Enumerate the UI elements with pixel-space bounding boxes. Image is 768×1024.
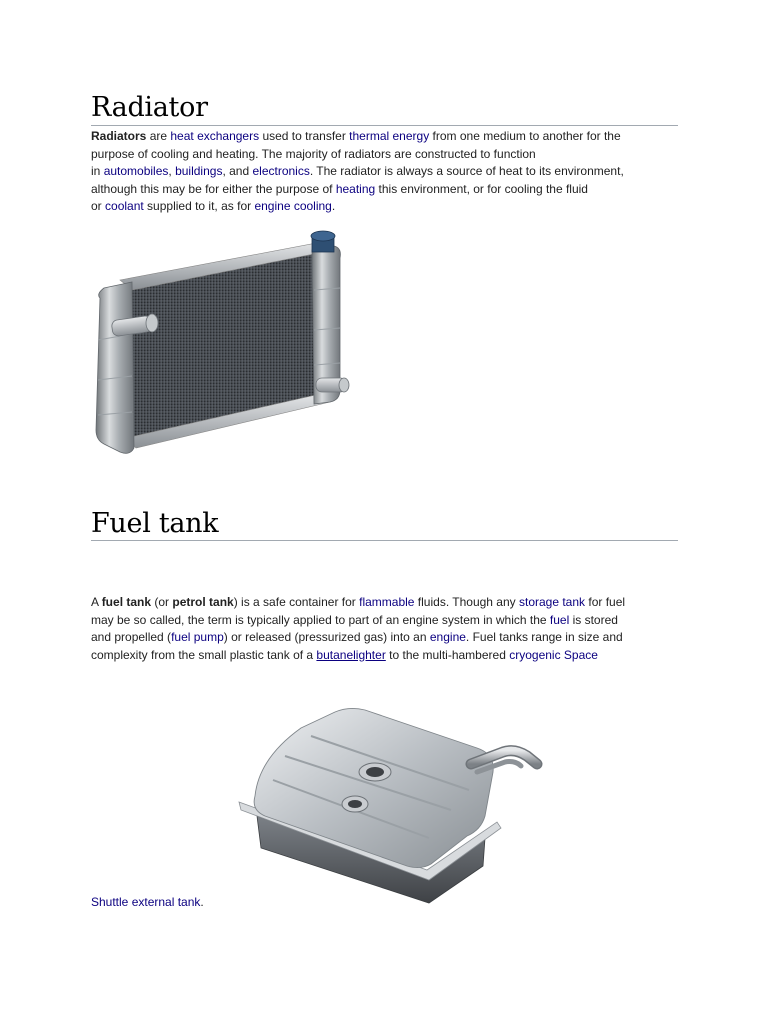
petrol-tank-bold-term: petrol tank (172, 595, 234, 609)
fuel-line-1: A fuel tank (or petrol tank) is a safe container for flammable fluids. Though any storage tank for fuel (91, 595, 626, 609)
radiator-heading-rule (91, 125, 678, 126)
radiator-outlet-opening (339, 378, 349, 392)
link-shuttle-external-tank[interactable]: Shuttle external tank (91, 895, 201, 909)
link-thermal-energy[interactable]: thermal energy (349, 129, 430, 143)
radiator-image (90, 230, 350, 458)
fuel-tank-bold-term: fuel tank (101, 595, 152, 609)
link-engine[interactable]: engine (429, 630, 466, 644)
radiator-left-tank (96, 282, 134, 453)
link-coolant[interactable]: coolant (105, 199, 144, 213)
radiator-line-5: or coolant supplied to it, as for engine cooling. (91, 199, 336, 213)
link-fuel[interactable]: fuel (549, 612, 570, 627)
fuel-tank-caption: Shuttle external tank. (91, 895, 204, 909)
link-storage-tank[interactable]: storage tank (518, 595, 586, 609)
radiator-filler-cap (311, 231, 335, 241)
link-automobiles[interactable]: automobiles (103, 164, 169, 178)
fuel-tank-port-small (348, 800, 362, 808)
radiator-line-2: purpose of cooling and heating. The majority of radiators are constructed to function (91, 146, 536, 161)
fuel-line-3: and propelled (fuel pump) or released (pressurized gas) into an engine. Fuel tanks range in size and (91, 630, 623, 644)
link-cryogenic-space[interactable]: cryogenic Space (509, 647, 598, 662)
fuel-tank-paragraph (91, 594, 681, 664)
link-flammable[interactable]: flammable (359, 595, 415, 609)
radiator-inlet-opening (146, 314, 158, 332)
radiator-line-3: in automobiles, buildings, and electronics. The radiator is always a source of heat to its environment, (91, 164, 624, 178)
link-heating[interactable]: heating (335, 181, 376, 196)
radiator-line-4: although this may be for either the purpose of heating this environment, or for cooling the fluid (91, 181, 588, 196)
fuel-tank-image (215, 698, 545, 910)
fuel-tank-port-large (366, 767, 384, 777)
link-butanelighter[interactable]: butanelighter (316, 647, 386, 662)
fuel-line-2: may be so called, the term is typically applied to part of an engine system in which the fuel is stored (91, 612, 618, 627)
radiator-paragraph (91, 128, 681, 216)
link-electronics[interactable]: electronics (252, 164, 310, 178)
fuel-tank-heading-rule (91, 540, 678, 541)
link-buildings[interactable]: buildings (175, 164, 223, 178)
link-engine-cooling[interactable]: engine cooling (254, 199, 332, 213)
radiators-bold-term: Radiators (91, 129, 147, 143)
radiator-line-1: Radiators are heat exchangers used to transfer thermal energy from one medium to another for the (91, 129, 621, 143)
fuel-line-4: complexity from the small plastic tank of a butanelighter to the multi-hambered cryogenic Space (91, 647, 598, 662)
radiator-heading: Radiator (91, 92, 208, 123)
fuel-tank-heading: Fuel tank (91, 508, 219, 539)
link-heat-exchangers[interactable]: heat exchangers (170, 129, 260, 143)
link-fuel-pump[interactable]: fuel pump (171, 630, 224, 644)
